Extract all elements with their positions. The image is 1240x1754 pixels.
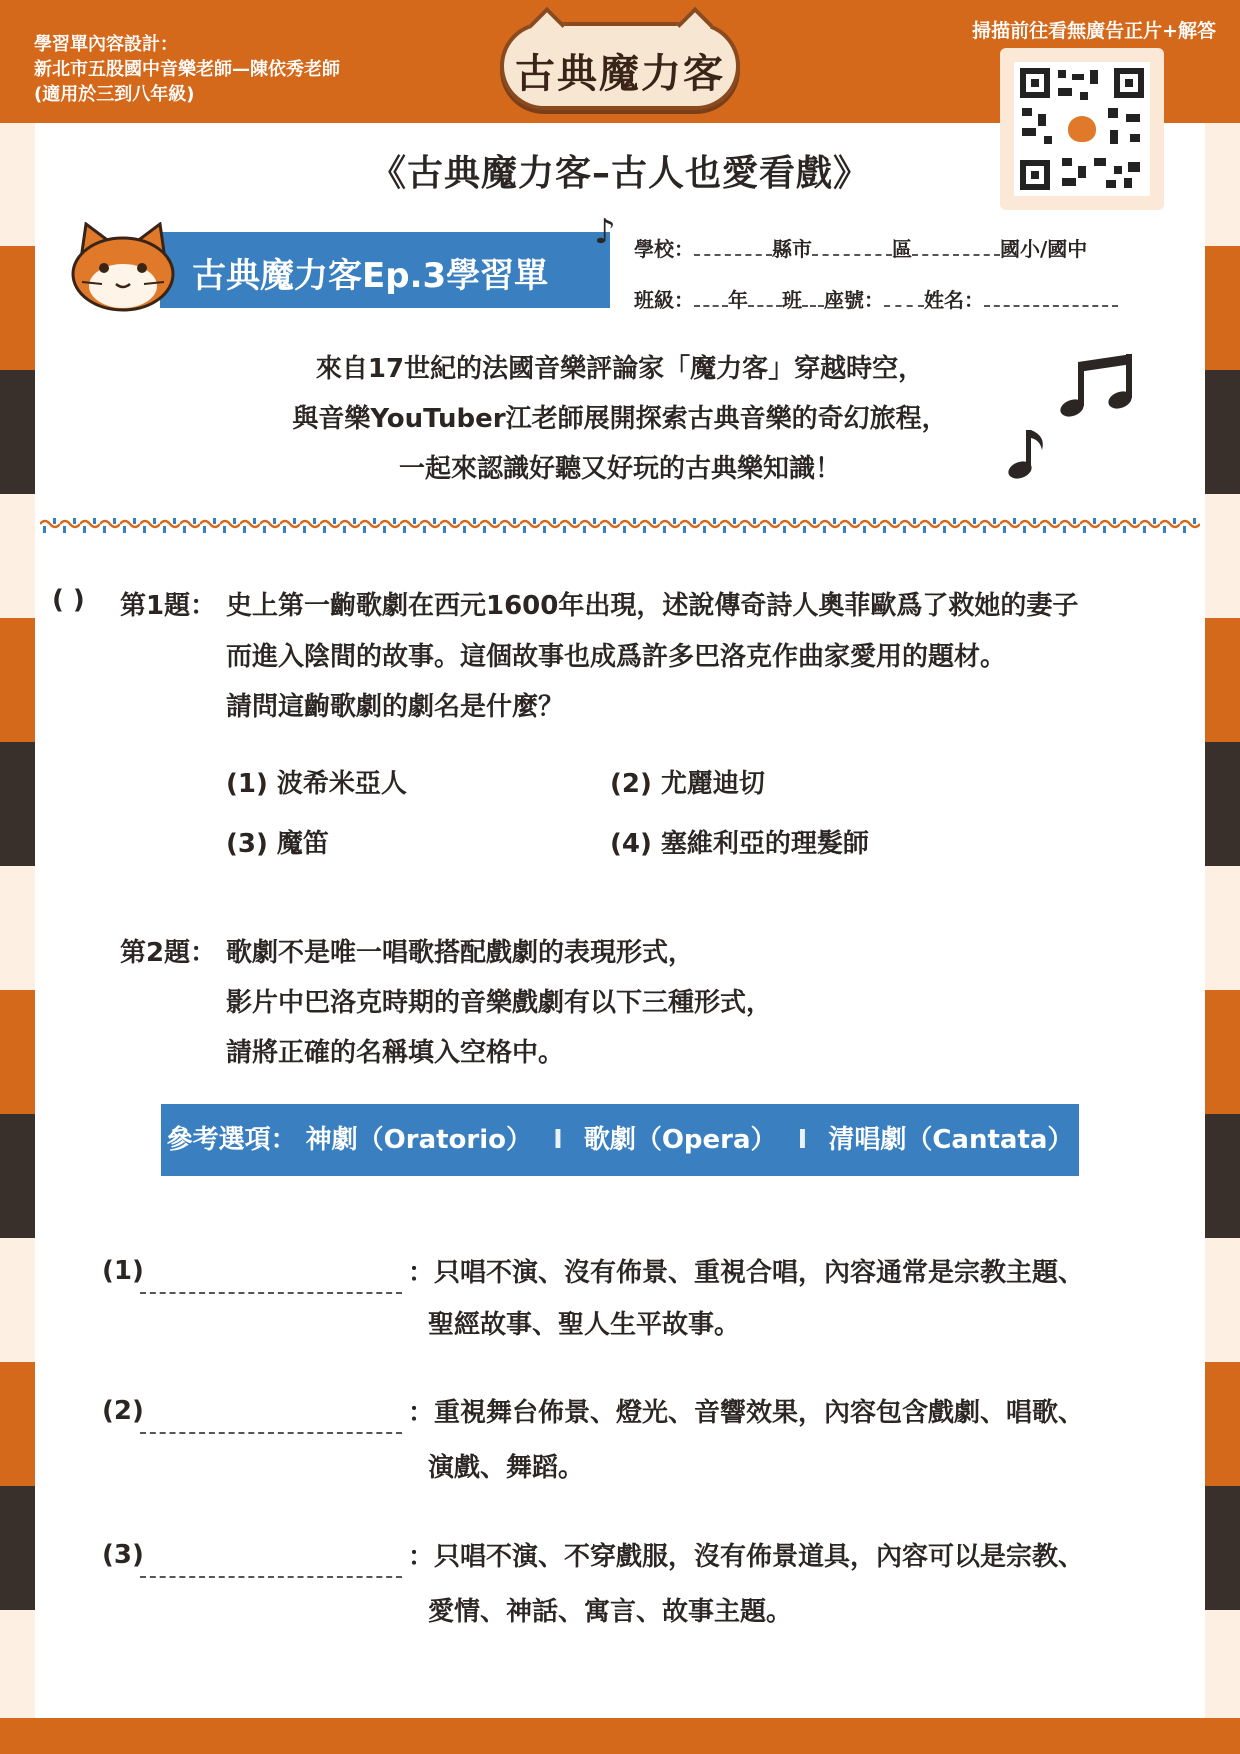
district-blank[interactable] <box>812 236 892 256</box>
county-label: 縣市 <box>772 237 812 261</box>
school-type-label: 國小/國中 <box>1000 237 1088 261</box>
reference-label: 參考選項： <box>166 1125 297 1155</box>
option-2[interactable]: (2) 尤麗迪切 <box>610 769 765 799</box>
blank-description: ：只唱不演、不穿戲服，沒有佈景道具，內容可以是宗教、 <box>408 1542 1085 1572</box>
question-2-text: 影片中巴洛克時期的音樂戲劇有以下三種形式， <box>226 988 773 1018</box>
designer-credit <box>34 32 340 107</box>
grade-label: 年 <box>728 288 748 312</box>
question-1-text: 而進入陰間的故事。這個故事也成爲許多巴洛克作曲家愛用的題材。 <box>226 642 1007 672</box>
grade-blank[interactable] <box>694 287 728 307</box>
reference-separator: I <box>553 1125 563 1155</box>
footer-band <box>0 1718 1240 1754</box>
beamed-notes-icon <box>1058 352 1138 420</box>
question-2-text: 歌劇不是唯一唱歌搭配戲劇的表現形式， <box>226 938 695 968</box>
question-2-label: 第2題： <box>120 938 217 968</box>
class-blank[interactable] <box>748 287 782 307</box>
blank-description: ：重視舞台佈景、燈光、音響效果，內容包含戲劇、唱歌、 <box>408 1398 1085 1428</box>
blank-number: (3) <box>102 1540 144 1570</box>
school-name-blank[interactable] <box>912 236 1000 256</box>
right-stripe-border <box>1205 0 1240 1754</box>
question-1-text: 史上第一齣歌劇在西元1600年出現，述說傳奇詩人奧菲歐爲了救她的妻子 <box>226 591 1079 621</box>
brand-logo <box>500 22 740 110</box>
county-blank[interactable] <box>694 236 772 256</box>
school-label: 學校： <box>634 237 694 261</box>
page-title: 《古典魔力客–古人也愛看戲》 <box>369 153 870 194</box>
qr-cat-icon <box>1066 114 1098 144</box>
name-blank[interactable] <box>984 287 1118 307</box>
class-unit-label: 班 <box>782 288 802 312</box>
reference-item: 歌劇（Opera） <box>583 1125 777 1155</box>
cat-mascot-icon <box>68 222 178 312</box>
question-1-label: 第1題： <box>120 591 217 621</box>
option-3[interactable]: (3) 魔笛 <box>226 829 329 859</box>
answer-paren[interactable]: ( ) <box>52 585 85 615</box>
option-1[interactable]: (1) 波希米亞人 <box>226 769 407 799</box>
blank-description: 聖經故事、聖人生平故事。 <box>428 1310 741 1340</box>
decorative-divider <box>40 514 1200 536</box>
answer-blank-2[interactable] <box>140 1432 402 1434</box>
blank-description: 演戲、舞蹈。 <box>428 1453 585 1483</box>
logo-text: 古典魔力客 <box>515 50 725 97</box>
seat-blank[interactable] <box>884 287 924 307</box>
reference-options <box>161 1104 1079 1176</box>
music-note-icon: ♪ <box>594 212 616 252</box>
district-label: 區 <box>892 237 912 261</box>
question-1-text: 請問這齣歌劇的劇名是什麼？ <box>226 692 565 722</box>
blank-number: (1) <box>102 1256 144 1286</box>
name-label: 姓名： <box>924 288 984 312</box>
answer-blank-3[interactable] <box>140 1576 402 1578</box>
blank-description: 愛情、神話、寓言、故事主題。 <box>428 1597 793 1627</box>
reference-separator: I <box>797 1125 808 1155</box>
class-label: 班級： <box>634 288 694 312</box>
blank-number: (2) <box>102 1396 144 1426</box>
intro-line: 與音樂YouTuber江老師展開探索古典音樂的奇幻旅程， <box>292 404 948 434</box>
seat-label: 座號： <box>824 288 884 312</box>
option-4[interactable]: (4) 塞維利亞的理髮師 <box>610 829 869 859</box>
spacer-blank <box>802 287 824 307</box>
banner-label: 古典魔力客Ep.3學習單 <box>192 256 549 296</box>
credit-line: 新北市五股國中音樂老師—陳依秀老師 <box>34 59 340 80</box>
worksheet-banner <box>160 232 610 308</box>
intro-line: 一起來認識好聽又好玩的古典樂知識！ <box>398 454 841 484</box>
class-field[interactable] <box>634 284 1118 313</box>
left-stripe-border <box>0 0 35 1754</box>
blank-description: ：只唱不演、沒有佈景、重視合唱，內容通常是宗教主題、 <box>408 1258 1085 1288</box>
eighth-note-icon <box>1006 426 1054 480</box>
reference-item: 清唱劇（Cantata） <box>828 1125 1074 1155</box>
intro-line: 來自17世紀的法國音樂評論家「魔力客」穿越時空， <box>315 354 925 384</box>
reference-item: 神劇（Oratorio） <box>305 1125 532 1155</box>
school-field[interactable] <box>634 233 1087 262</box>
credit-line: 學習單內容設計： <box>34 34 178 55</box>
question-2-text: 請將正確的名稱填入空格中。 <box>226 1038 565 1068</box>
answer-blank-1[interactable] <box>140 1292 402 1294</box>
credit-line: (適用於三到八年級) <box>34 84 195 105</box>
scan-instruction: 掃描前往看無廣告正片+解答 <box>972 20 1216 42</box>
